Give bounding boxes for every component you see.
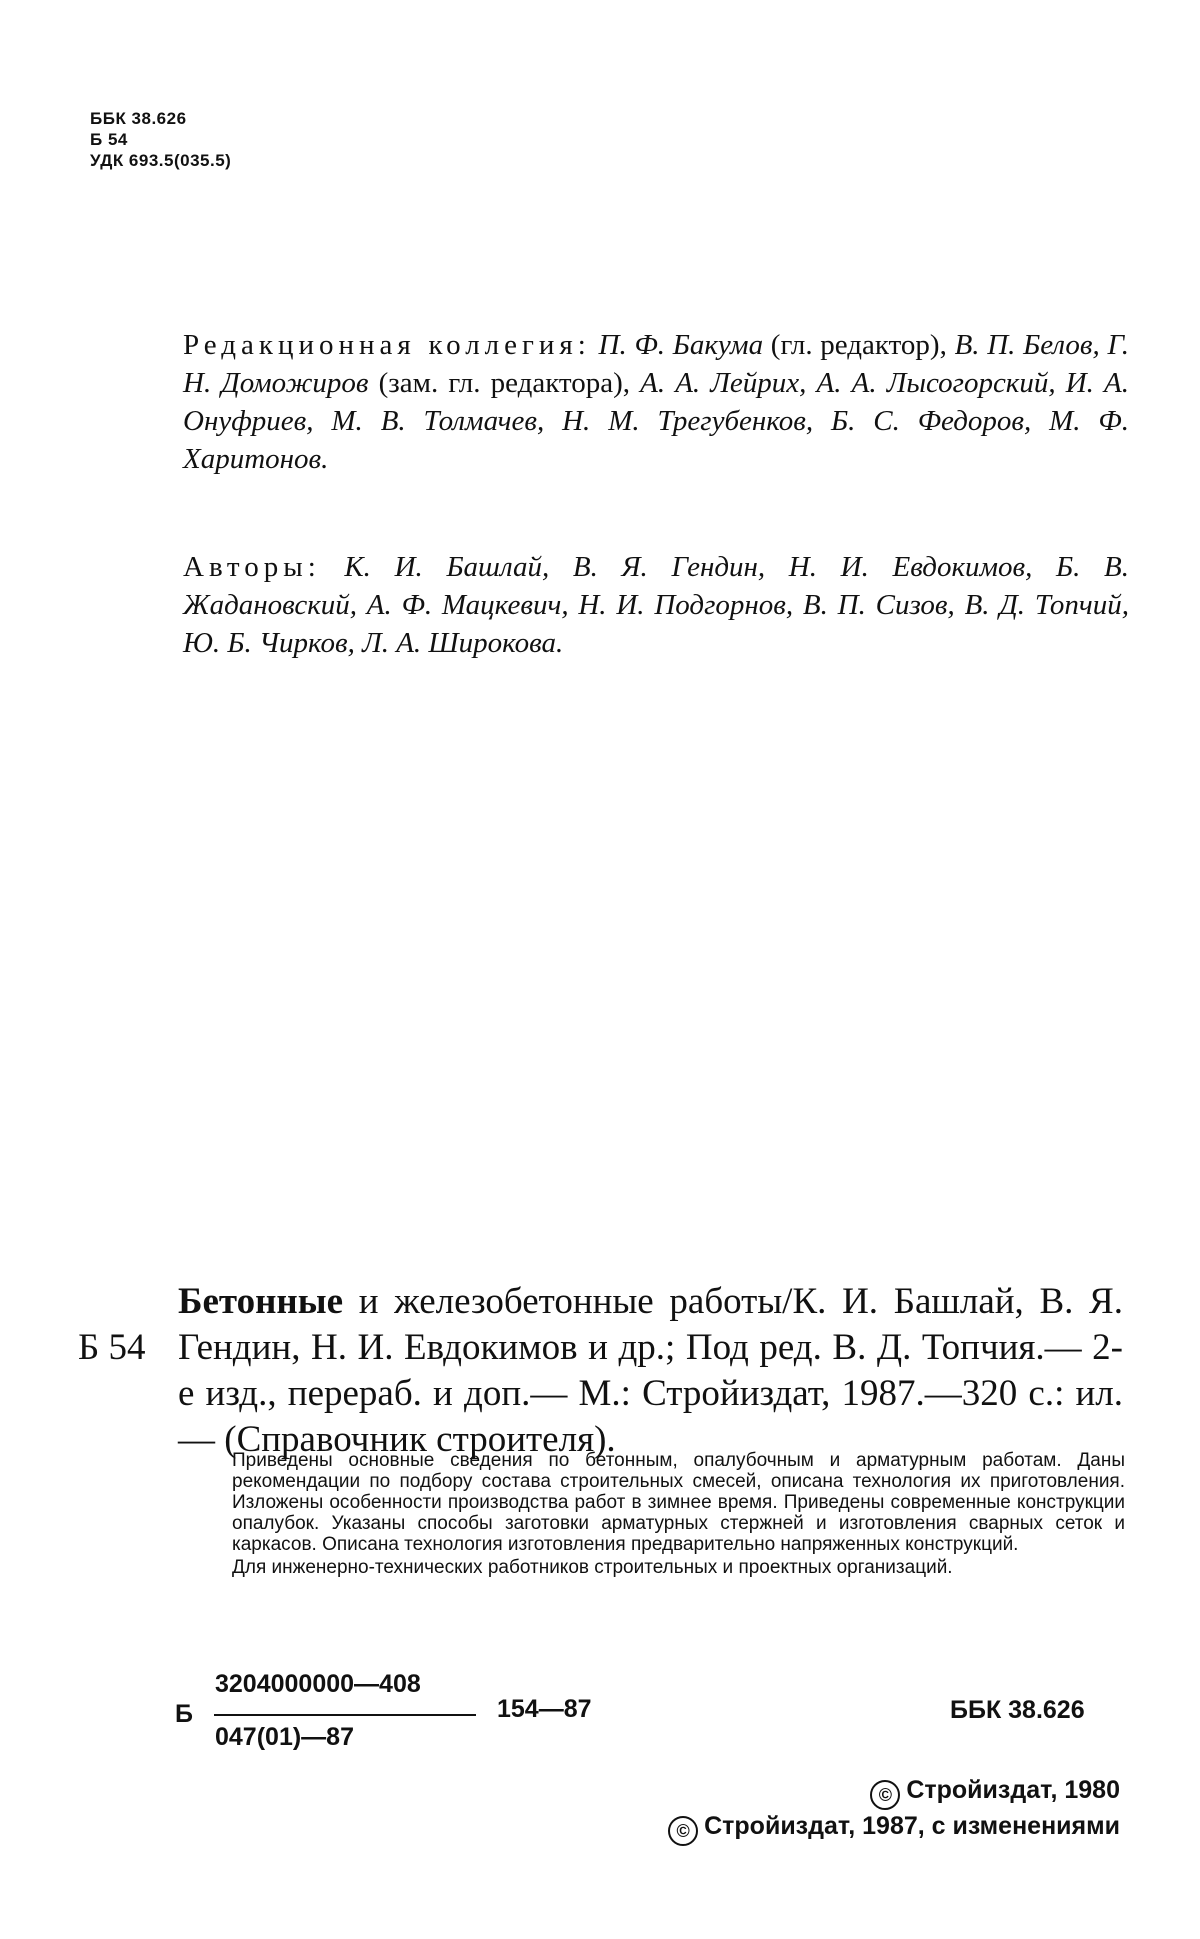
authors-block bbox=[183, 548, 1129, 662]
audience-text: Для инженерно-технических работников строительных и проектных организаций. bbox=[232, 1557, 953, 1578]
annotation-block bbox=[232, 1450, 1125, 1578]
index-denominator: 047(01)—87 bbox=[215, 1723, 354, 1751]
title-bold-word: Бетонные bbox=[178, 1281, 344, 1322]
annotation-text: Приведены основные сведения по бетонным, опалубочным и арматурным работам. Даны рекомендации по подбору состава строительных смесей, описана технология их приготовления. Изложены особенности производства работ в зимнее время. Приведены современные конструкции опалубок. Указаны способы заготовки арматурных стержней и изготовления сварных сеток и каркасов. Описана технология изготовления предварительно напряженных конструкций. bbox=[232, 1450, 1125, 1555]
bibliographic-description bbox=[178, 1279, 1123, 1463]
index-numerator: 3204000000—408 bbox=[215, 1670, 421, 1698]
board-members-2: А. А. Лейрих, А. А. Лысогорский, И. А. Онуфриев, М. В. Толмачев, Н. М. Трегубенков, Б. С. Федоров, М. Ф. Харитонов. bbox=[183, 367, 1130, 475]
copyright-line-1: Стройиздат, 1980 bbox=[906, 1776, 1120, 1804]
chief-editor-role: (гл. редактор), bbox=[770, 329, 947, 361]
copyright-icon: © bbox=[668, 1816, 698, 1846]
copyright-icon: © bbox=[870, 1780, 900, 1810]
authors-names: К. И. Башлай, В. Я. Гендин, Н. И. Евдокимов, Б. В. Жадановский, А. Ф. Мацкевич, Н. И. Подгорнов, В. П. Сизов, В. Д. Топчий, Ю. Б. Чирков, Л. А. Широкова. bbox=[183, 551, 1129, 659]
index-side: 154—87 bbox=[497, 1695, 592, 1723]
author-sign: Б 54 bbox=[90, 130, 128, 149]
udk-code: УДК 693.5(035.5) bbox=[90, 151, 232, 170]
classification-block bbox=[90, 108, 231, 171]
bbk-code: ББК 38.626 bbox=[90, 109, 187, 128]
title-rest: и железобетонные работы/К. И. Башлай, В. Я. Гендин, Н. И. Евдокимов и др.; Под ред. В. Д. Топчия.— 2-е изд., перераб. и доп.— М.: Стройиздат, 1987.—320 с.: ил. — (Справочник строителя). bbox=[178, 1281, 1123, 1460]
board-members-1: В. П. Белов, Г. Н. Доможиров bbox=[183, 329, 1130, 399]
copyright-1987 bbox=[668, 1812, 1120, 1846]
editorial-board bbox=[183, 326, 1129, 478]
chief-editor: П. Ф. Бакума bbox=[598, 329, 764, 361]
deputy-editor-role: (зам. гл. редактора), bbox=[378, 367, 630, 399]
authors-label: Авторы: bbox=[183, 551, 321, 583]
record-code: Б 54 bbox=[78, 1327, 146, 1368]
bbk-code-bottom: ББК 38.626 bbox=[950, 1696, 1085, 1724]
index-letter: Б bbox=[175, 1700, 193, 1728]
copyright-line-2: Стройиздат, 1987, с изменениями bbox=[704, 1812, 1120, 1840]
editorial-board-label: Редакционная коллегия: bbox=[183, 329, 591, 361]
fraction-line bbox=[214, 1714, 476, 1716]
copyright-1980 bbox=[870, 1776, 1120, 1810]
